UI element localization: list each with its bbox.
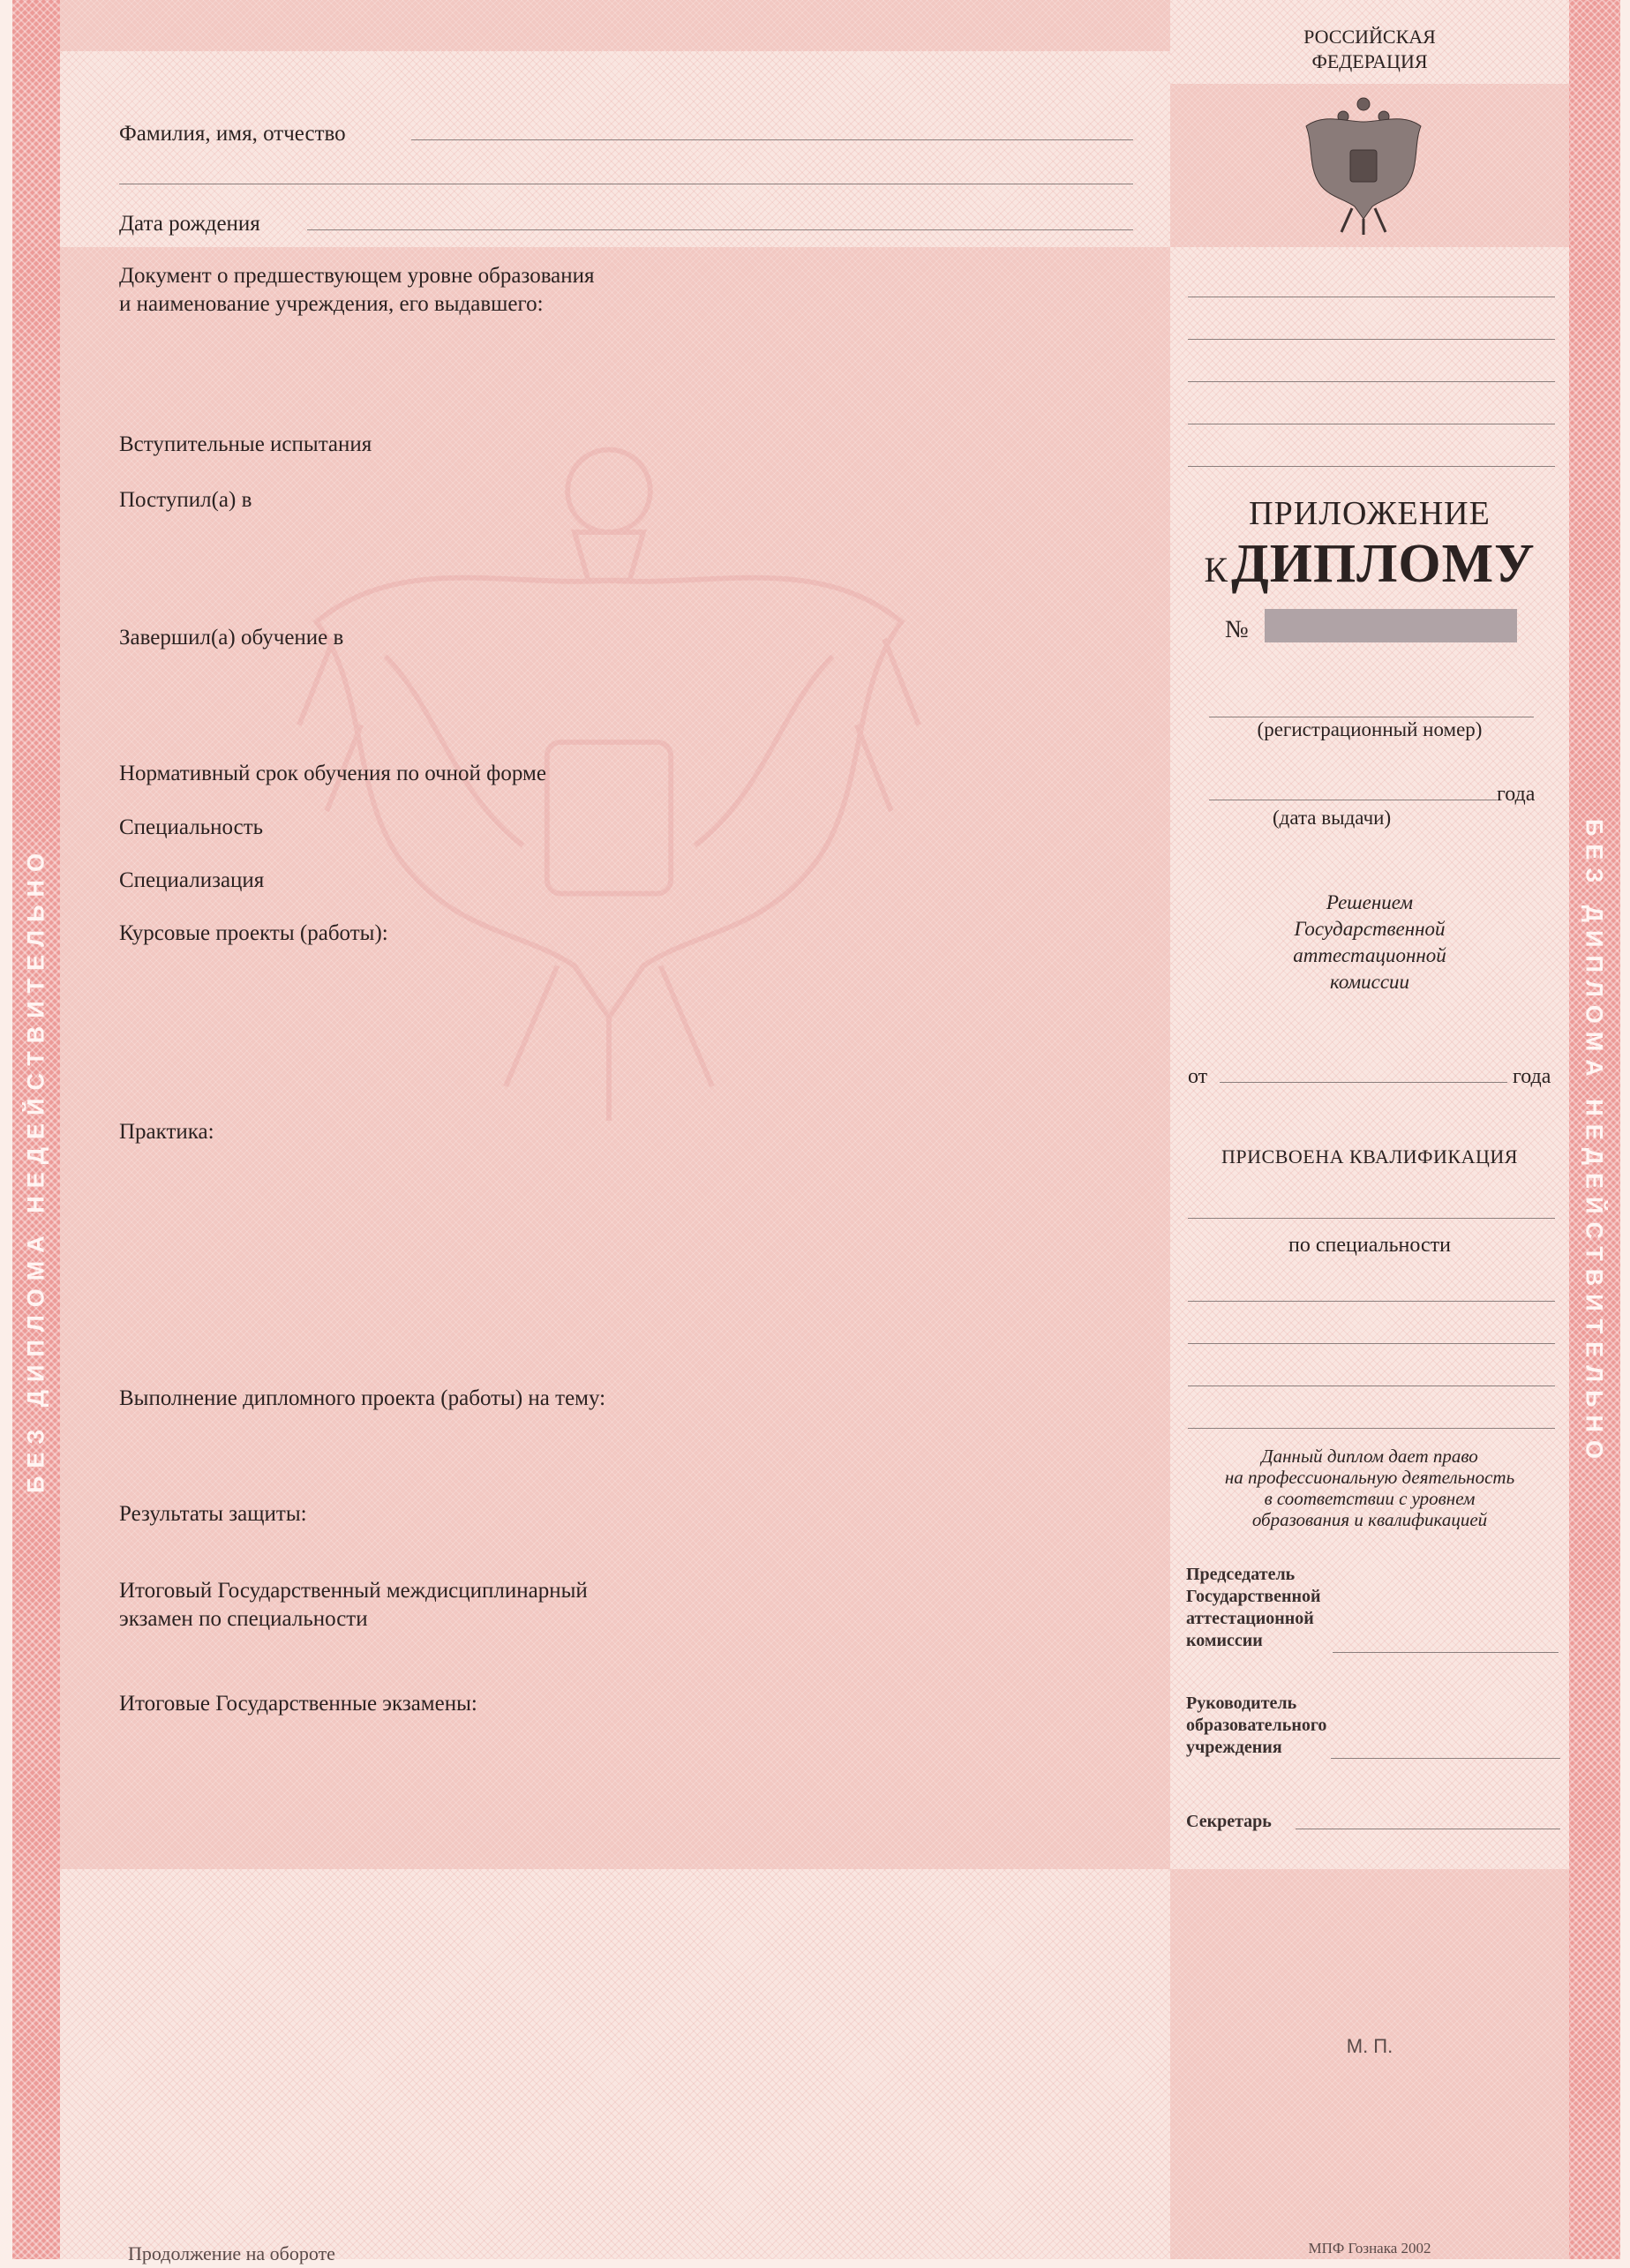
continuation-note: Продолжение на обороте	[128, 2242, 335, 2264]
rights-line-1: Данный диплом дает право	[1261, 1446, 1478, 1467]
chairman-line-2: Государственной	[1186, 1587, 1321, 1606]
chairman-signature-line	[1333, 1652, 1559, 1653]
institution-line-3	[1188, 381, 1555, 382]
printer-mark: МПФ Гознака 2002	[1308, 2240, 1431, 2257]
issue-year-word: года	[1497, 783, 1536, 806]
birth-date-label: Дата рождения	[119, 212, 260, 236]
reg-number-caption: (регистрационный номер)	[1257, 718, 1483, 740]
final-exam-label-1: Итоговый Государственный междисциплинарный	[119, 1579, 588, 1603]
birth-date-line	[307, 229, 1133, 230]
enrolled-label: Поступил(а) в	[119, 488, 252, 512]
head-label	[1186, 1693, 1326, 1759]
course-projects-label: Курсовые проекты (работы):	[119, 921, 388, 945]
decision-date-line	[1220, 1082, 1507, 1083]
speciality-line-2	[1188, 1343, 1555, 1344]
prev-doc-label-2: и наименование учреждения, его выдавшего:	[119, 292, 544, 316]
chairman-line-4: комиссии	[1186, 1631, 1263, 1650]
by-speciality-label: по специальности	[1288, 1234, 1451, 1257]
stamp-panel	[1170, 1869, 1569, 2259]
left-border-text: БЕЗ ДИПЛОМА НЕДЕЙСТВИТЕЛЬНО	[22, 845, 49, 1494]
speciality-line-1	[1188, 1301, 1555, 1302]
specialization-label: Специализация	[119, 868, 265, 892]
chairman-label	[1186, 1564, 1321, 1652]
institution-line-5	[1188, 466, 1555, 467]
final-exam-label-2: экзамен по специальности	[119, 1607, 368, 1631]
title-prefix: К	[1204, 550, 1228, 590]
qualification-label: ПРИСВОЕНА КВАЛИФИКАЦИЯ	[1221, 1145, 1518, 1168]
prev-doc-label-1: Документ о предшествующем уровне образования	[119, 264, 595, 288]
full-name-line	[411, 139, 1133, 140]
decision-line-2: Государственной	[1294, 918, 1446, 940]
rights-line-3: в соответствии с уровнем	[1264, 1488, 1476, 1509]
entrance-exams-label: Вступительные испытания	[119, 432, 372, 456]
number-sign: №	[1225, 616, 1249, 643]
speciality-line-4	[1188, 1428, 1555, 1429]
redacted-number	[1265, 609, 1517, 642]
chairman-line-1: Председатель	[1186, 1565, 1296, 1584]
from-word: от	[1188, 1065, 1208, 1088]
issue-date-caption: (дата выдачи)	[1273, 807, 1392, 829]
final-exams-label: Итоговые Государственные экзамены:	[119, 1692, 477, 1716]
secretary-label: Секретарь	[1186, 1812, 1272, 1831]
normative-term-label: Нормативный срок обучения по очной форме	[119, 762, 546, 785]
commission-decision	[1170, 890, 1569, 995]
qualification-line	[1188, 1218, 1555, 1219]
country-name	[1170, 25, 1569, 74]
left-top-strip	[60, 0, 1170, 51]
institution-line-2	[1188, 339, 1555, 340]
decision-year-word: года	[1513, 1065, 1551, 1088]
decision-line-1: Решением	[1326, 891, 1414, 913]
practice-label: Практика:	[119, 1120, 214, 1144]
country-line-2: ФЕДЕРАЦИЯ	[1311, 50, 1428, 72]
decision-line-4: комиссии	[1329, 971, 1410, 993]
head-signature-line	[1331, 1758, 1560, 1759]
coat-of-arms-icon	[1297, 95, 1430, 237]
finished-label: Завершил(а) обучение в	[119, 626, 344, 650]
speciality-label: Специальность	[119, 815, 264, 839]
defense-results-label: Результаты защиты:	[119, 1502, 307, 1526]
country-line-1: РОССИЙСКАЯ	[1303, 26, 1436, 48]
head-line-3: учреждения	[1186, 1738, 1282, 1757]
head-line-2: образовательного	[1186, 1716, 1327, 1735]
title-line-1: ПРИЛОЖЕНИЕ	[1249, 495, 1491, 532]
chairman-line-3: аттестационной	[1186, 1609, 1314, 1628]
title-main: ДИПЛОМУ	[1231, 534, 1536, 594]
full-name-label: Фамилия, имя, отчество	[119, 122, 346, 146]
rights-line-4: образования и квалификацией	[1251, 1509, 1488, 1530]
diploma-project-label: Выполнение дипломного проекта (работы) на тему:	[119, 1386, 606, 1410]
left-bottom-panel	[60, 1869, 1170, 2259]
title-line-2	[1170, 535, 1569, 607]
rights-line-2: на профессиональную деятельность	[1224, 1467, 1515, 1488]
head-line-1: Руководитель	[1186, 1693, 1297, 1713]
stamp-place-label: М. П.	[1346, 2035, 1393, 2057]
rights-text	[1170, 1446, 1569, 1530]
right-border-text: БЕЗ ДИПЛОМА НЕДЕЙСТВИТЕЛЬНО	[1581, 818, 1608, 1468]
decision-line-3: аттестационной	[1293, 944, 1446, 966]
